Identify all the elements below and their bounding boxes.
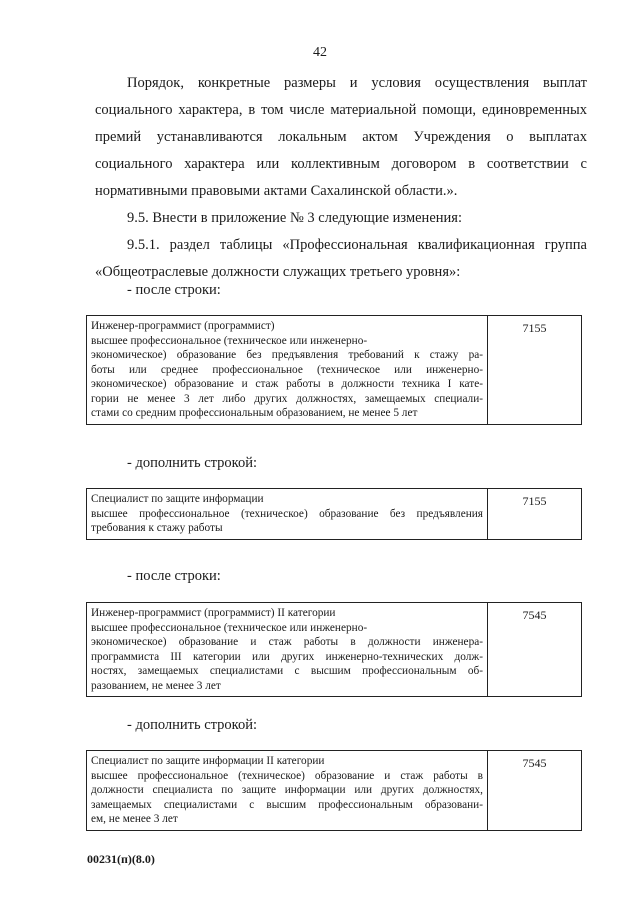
row-line: экономическое) образование и стаж работы в должности техника I кате- [91,378,483,390]
marker-after-row-2: - после строки: [127,568,221,584]
table-row-engineer-programmer [86,315,582,425]
marker-add-row-2: - дополнить строкой: [127,717,258,733]
row-line: требования к стажу работы [91,522,223,534]
row-salary-value: 7155 [488,316,582,425]
row-line: экономическое) образование без предъявления требований к стажу ра- [91,349,483,361]
paragraph-section-9-5-1: 9.5.1. раздел таблицы «Профессиональная квалификационная группа «Общеотраслевые должности служащих третьего уровня»: [95,237,587,280]
row-line: должности специалиста по защите информации или других должностях, [91,784,483,796]
row-salary-value: 7545 [488,603,582,697]
row-description [87,316,488,425]
row-line: Специалист по защите информации [91,493,264,505]
row-salary-value: 7545 [488,751,582,831]
row-line: программиста III категории или других инженерно-технических долж- [91,650,483,663]
marker-add-row-1: - дополнить строкой: [127,455,258,471]
row-line: стами со средним профессиональным образованием, не менее 5 лет [91,407,418,419]
document-footer-code: 00231(п)(8.0) [87,852,155,866]
row-line: ем, не менее 3 лет [91,813,178,825]
row-salary-value: 7155 [488,489,582,540]
row-line: высшее профессиональное (техническое) образование без предъявления [91,507,483,520]
row-line: ностях, замещаемых специалистами с высшим профессиональным об- [91,665,483,677]
row-line: Инженер-программист (программист) [91,320,275,332]
table-row-info-security-specialist [86,488,582,540]
page-number: 42 [313,45,327,60]
marker-after-row-1: - после строки: [127,282,221,298]
row-description [87,603,488,697]
row-description [87,751,488,831]
table-row-engineer-programmer-cat-2 [86,602,582,697]
row-line: замещаемых специалистами с высшим профессиональным образовани- [91,798,483,811]
row-line: экономическое) образование и стаж работы в должности инженера- [91,636,483,648]
row-line: разованием, не менее 3 лет [91,679,221,692]
row-line: высшее профессиональное (техническое или инженерно- [91,334,368,347]
row-line: Инженер-программист (программист) II категории [91,607,336,619]
row-line: Специалист по защите информации II категории [91,755,325,767]
row-line: высшее профессиональное (техническое) образование и стаж работы в [91,769,483,782]
row-line: гории не менее 3 лет либо других должностях, замещаемых специали- [91,392,483,405]
row-line: боты или среднее профессиональное (техническое или инженерно- [91,363,483,376]
paragraph-payment-order: Порядок, конкретные размеры и условия осуществления выплат социального характера, в том числе материальной помощи, единовременных премий устанавливаются локальным актом Учреждения о выплатах социального характера или коллективным договором в соответствии с нормативными правовыми актами Сахалинской области.». [95,75,587,199]
row-line: высшее профессиональное (техническое или инженерно- [91,621,368,634]
table-row-info-security-specialist-cat-2 [86,750,582,831]
paragraph-section-9-5: 9.5. Внести в приложение № 3 следующие изменения: [127,210,462,226]
row-description [87,489,488,540]
